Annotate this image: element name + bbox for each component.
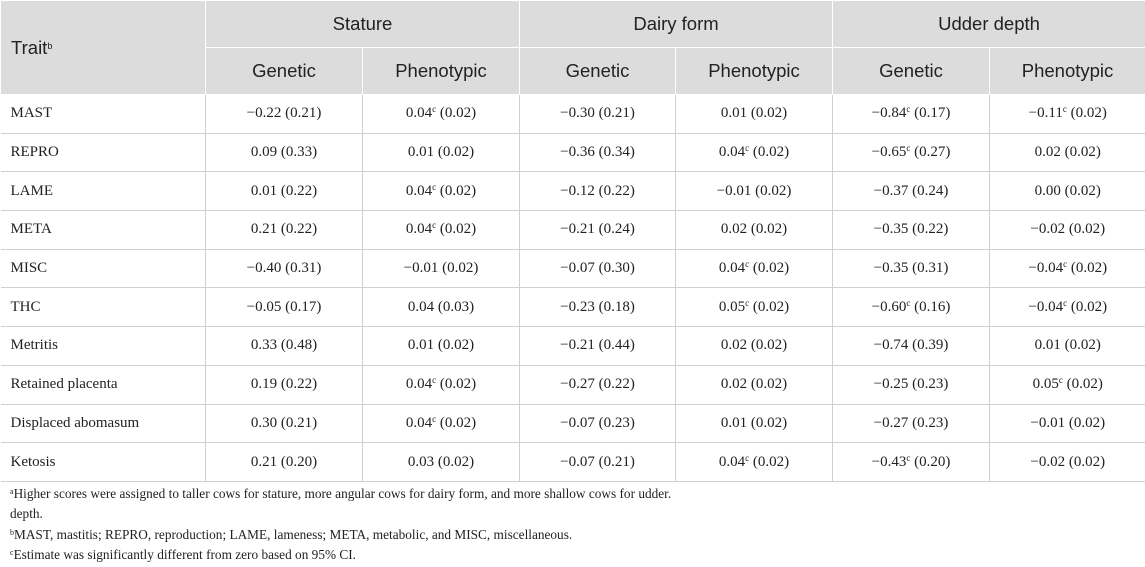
estimate-value: 0.04 bbox=[405, 105, 433, 122]
estimate-cell bbox=[676, 327, 833, 366]
estimate-cell bbox=[363, 327, 520, 366]
standard-error: (0.21) bbox=[285, 105, 322, 122]
dairy-form-genetic-header: Genetic bbox=[520, 48, 676, 95]
dairy-form-group-header: Dairy form bbox=[520, 1, 833, 48]
standard-error: (0.22) bbox=[598, 182, 635, 199]
estimate-value: −0.27 bbox=[873, 414, 909, 431]
trait-header-label: Trait bbox=[11, 36, 48, 58]
significance-mark: c bbox=[745, 452, 750, 463]
estimate-value: −0.74 bbox=[873, 337, 909, 354]
footnote-text: Estimate was significantly different from zero based on 95% CI. bbox=[13, 547, 356, 563]
table-row bbox=[1, 443, 1145, 482]
estimate-cell bbox=[520, 249, 676, 288]
estimate-cell bbox=[833, 404, 990, 443]
trait-cell: REPRO bbox=[1, 133, 206, 172]
estimate-value: −0.25 bbox=[873, 376, 909, 393]
trait-header-footnote-mark: b bbox=[47, 40, 53, 51]
stature-phenotypic-header: Phenotypic bbox=[363, 48, 520, 95]
estimate-cell bbox=[206, 365, 363, 404]
standard-error: (0.39) bbox=[912, 337, 949, 354]
estimate-value: −0.02 bbox=[1030, 221, 1066, 238]
standard-error: (0.02) bbox=[442, 260, 479, 277]
estimate-value: −0.35 bbox=[873, 260, 909, 277]
stature-genetic-header: Genetic bbox=[206, 48, 363, 95]
standard-error: (0.22) bbox=[912, 221, 949, 238]
footnote-mark: b bbox=[10, 527, 14, 537]
estimate-cell bbox=[676, 404, 833, 443]
estimate-value: 0.05 bbox=[718, 298, 746, 315]
standard-error: (0.02) bbox=[1068, 453, 1106, 470]
estimate-value: 0.02 bbox=[720, 376, 748, 393]
estimate-value: 0.04 bbox=[407, 298, 435, 315]
estimate-cell bbox=[520, 133, 676, 172]
standard-error: (0.22) bbox=[280, 221, 318, 238]
estimate-value: −0.43 bbox=[871, 453, 907, 470]
estimate-value: 0.04 bbox=[718, 453, 746, 470]
estimate-cell bbox=[206, 211, 363, 250]
footnote bbox=[10, 504, 1130, 524]
estimate-cell bbox=[363, 365, 520, 404]
standard-error: (0.02) bbox=[752, 298, 790, 315]
significance-mark: c bbox=[1063, 259, 1068, 270]
table-footnotes bbox=[10, 484, 1130, 566]
estimate-cell bbox=[833, 133, 990, 172]
estimate-cell bbox=[520, 443, 676, 482]
estimate-value: −0.02 bbox=[1030, 453, 1066, 470]
estimate-cell bbox=[676, 95, 833, 134]
dairy-form-phenotypic-header: Phenotypic bbox=[676, 48, 833, 95]
estimate-value: −0.22 bbox=[246, 105, 282, 122]
standard-error: (0.02) bbox=[750, 376, 788, 393]
significance-mark: c bbox=[745, 259, 750, 270]
footnote-text: Higher scores were assigned to taller cows for stature, more angular cows for dairy form, and more shallow cows for udder. bbox=[13, 486, 672, 501]
estimate-value: −0.23 bbox=[560, 298, 595, 315]
footnote-mark: c bbox=[10, 548, 14, 558]
estimate-value: −0.21 bbox=[560, 337, 595, 354]
standard-error: (0.02) bbox=[437, 453, 475, 470]
table-row bbox=[1, 288, 1145, 327]
trait-cell: MAST bbox=[1, 95, 206, 134]
estimate-value: −0.12 bbox=[560, 182, 595, 199]
standard-error: (0.02) bbox=[439, 414, 477, 431]
estimate-cell bbox=[676, 172, 833, 211]
standard-error: (0.02) bbox=[1064, 144, 1101, 161]
significance-mark: c bbox=[745, 143, 750, 154]
estimate-value: −0.65 bbox=[871, 144, 907, 161]
estimate-cell bbox=[363, 95, 520, 134]
standard-error: (0.02) bbox=[439, 182, 477, 199]
standard-error: (0.02) bbox=[437, 144, 475, 161]
significance-mark: c bbox=[432, 104, 437, 115]
estimate-value: 0.21 bbox=[250, 221, 278, 238]
standard-error: (0.02) bbox=[750, 337, 788, 354]
standard-error: (0.18) bbox=[598, 298, 635, 315]
estimate-value: 0.01 bbox=[407, 337, 435, 354]
trait-cell: Ketosis bbox=[1, 443, 206, 482]
estimate-cell bbox=[833, 365, 990, 404]
estimate-cell bbox=[990, 327, 1145, 366]
estimate-cell bbox=[676, 249, 833, 288]
standard-error: (0.16) bbox=[914, 298, 951, 315]
estimate-value: −0.30 bbox=[560, 105, 595, 122]
significance-mark: c bbox=[432, 375, 437, 386]
estimate-cell bbox=[363, 443, 520, 482]
estimate-value: −0.35 bbox=[873, 221, 909, 238]
standard-error: (0.02) bbox=[1068, 414, 1106, 431]
estimate-cell bbox=[833, 211, 990, 250]
standard-error: (0.02) bbox=[439, 376, 477, 393]
estimate-cell bbox=[363, 288, 520, 327]
footnote-mark: a bbox=[10, 487, 14, 496]
significance-mark: c bbox=[906, 104, 911, 115]
standard-error: (0.24) bbox=[912, 182, 949, 199]
udder-depth-genetic-header: Genetic bbox=[833, 48, 990, 95]
trait-cell: THC bbox=[1, 288, 206, 327]
standard-error: (0.22) bbox=[280, 376, 318, 393]
standard-error: (0.17) bbox=[285, 298, 322, 315]
standard-error: (0.27) bbox=[914, 144, 951, 161]
estimate-value: 0.30 bbox=[250, 414, 278, 431]
standard-error: (0.33) bbox=[280, 144, 318, 161]
standard-error: (0.02) bbox=[437, 337, 475, 354]
standard-error: (0.02) bbox=[1064, 182, 1101, 199]
standard-error: (0.48) bbox=[280, 337, 318, 354]
footnote-text: depth. bbox=[10, 506, 43, 522]
estimate-cell bbox=[833, 327, 990, 366]
estimate-value: −0.37 bbox=[873, 182, 909, 199]
estimate-value: 0.01 bbox=[1034, 337, 1061, 354]
standard-error: (0.21) bbox=[598, 453, 635, 470]
significance-mark: c bbox=[1058, 375, 1063, 386]
estimate-value: −0.21 bbox=[560, 221, 595, 238]
standard-error: (0.23) bbox=[912, 376, 949, 393]
trait-column-header bbox=[1, 1, 206, 95]
standard-error: (0.02) bbox=[752, 260, 790, 277]
standard-error: (0.02) bbox=[1070, 260, 1108, 277]
table-row bbox=[1, 95, 1145, 134]
estimate-value: 0.02 bbox=[720, 221, 748, 238]
standard-error: (0.02) bbox=[752, 453, 790, 470]
estimate-cell bbox=[833, 288, 990, 327]
table-row bbox=[1, 172, 1145, 211]
table-row bbox=[1, 365, 1145, 404]
standard-error: (0.02) bbox=[1066, 376, 1103, 393]
standard-error: (0.02) bbox=[439, 221, 477, 238]
estimate-value: −0.36 bbox=[560, 144, 595, 161]
estimate-cell bbox=[990, 133, 1145, 172]
standard-error: (0.22) bbox=[280, 182, 318, 199]
standard-error: (0.23) bbox=[598, 414, 635, 431]
estimate-value: 0.05 bbox=[1032, 376, 1059, 393]
standard-error: (0.02) bbox=[750, 221, 788, 238]
significance-mark: c bbox=[906, 452, 911, 463]
stature-group-header: Stature bbox=[206, 1, 520, 48]
trait-cell: MISC bbox=[1, 249, 206, 288]
estimate-cell bbox=[206, 172, 363, 211]
estimate-value: −0.07 bbox=[560, 414, 595, 431]
standard-error: (0.02) bbox=[750, 105, 788, 122]
significance-mark: c bbox=[906, 297, 911, 308]
standard-error: (0.02) bbox=[1068, 221, 1106, 238]
estimate-value: 0.01 bbox=[407, 144, 435, 161]
significance-mark: c bbox=[1062, 104, 1067, 115]
standard-error: (0.31) bbox=[912, 260, 949, 277]
estimate-cell bbox=[206, 95, 363, 134]
standard-error: (0.02) bbox=[755, 182, 792, 199]
standard-error: (0.31) bbox=[285, 260, 322, 277]
significance-mark: c bbox=[432, 181, 437, 192]
estimate-cell bbox=[676, 443, 833, 482]
standard-error: (0.21) bbox=[280, 414, 318, 431]
trait-cell: Displaced abomasum bbox=[1, 404, 206, 443]
table-body bbox=[1, 95, 1145, 482]
udder-depth-group-header: Udder depth bbox=[833, 1, 1145, 48]
trait-cell: Retained placenta bbox=[1, 365, 206, 404]
estimate-cell bbox=[676, 365, 833, 404]
standard-error: (0.03) bbox=[437, 298, 475, 315]
standard-error: (0.02) bbox=[1070, 105, 1107, 122]
footnote bbox=[10, 484, 1130, 504]
standard-error: (0.21) bbox=[598, 105, 635, 122]
standard-error: (0.02) bbox=[752, 144, 790, 161]
estimate-value: −0.60 bbox=[871, 298, 907, 315]
estimate-cell bbox=[206, 404, 363, 443]
trait-cell: LAME bbox=[1, 172, 206, 211]
estimate-value: −0.07 bbox=[560, 453, 595, 470]
estimate-cell bbox=[990, 249, 1145, 288]
estimate-cell bbox=[990, 172, 1145, 211]
estimate-value: 0.04 bbox=[405, 182, 433, 199]
table-row bbox=[1, 404, 1145, 443]
standard-error: (0.22) bbox=[598, 376, 635, 393]
estimate-cell bbox=[520, 288, 676, 327]
estimate-value: 0.04 bbox=[718, 144, 746, 161]
standard-error: (0.02) bbox=[750, 414, 788, 431]
estimate-cell bbox=[990, 95, 1145, 134]
estimate-value: 0.04 bbox=[405, 221, 433, 238]
footnote-text: MAST, mastitis; REPRO, reproduction; LAME, lameness; META, metabolic, and MISC, miscellaneous. bbox=[14, 526, 573, 542]
standard-error: (0.20) bbox=[280, 453, 318, 470]
standard-error: (0.30) bbox=[598, 260, 635, 277]
table-row bbox=[1, 249, 1145, 288]
estimate-cell bbox=[363, 404, 520, 443]
estimate-cell bbox=[990, 365, 1145, 404]
estimate-value: 0.09 bbox=[250, 144, 278, 161]
estimate-value: −0.04 bbox=[1028, 260, 1064, 277]
estimate-cell bbox=[520, 327, 676, 366]
estimate-value: 0.04 bbox=[405, 414, 433, 431]
estimate-value: −0.11 bbox=[1028, 105, 1063, 122]
standard-error: (0.02) bbox=[1064, 337, 1101, 354]
significance-mark: c bbox=[432, 413, 437, 424]
estimate-value: −0.07 bbox=[560, 260, 595, 277]
estimate-cell bbox=[363, 249, 520, 288]
estimate-cell bbox=[206, 288, 363, 327]
estimate-cell bbox=[676, 211, 833, 250]
estimate-value: 0.01 bbox=[250, 182, 278, 199]
standard-error: (0.17) bbox=[914, 105, 951, 122]
estimate-cell bbox=[833, 95, 990, 134]
estimate-cell bbox=[206, 443, 363, 482]
estimate-cell bbox=[206, 327, 363, 366]
estimate-value: −0.84 bbox=[871, 105, 907, 122]
table-row bbox=[1, 327, 1145, 366]
significance-mark: c bbox=[1063, 297, 1068, 308]
estimate-cell bbox=[990, 404, 1145, 443]
significance-mark: c bbox=[745, 297, 750, 308]
trait-cell: Metritis bbox=[1, 327, 206, 366]
estimate-value: −0.01 bbox=[1030, 414, 1066, 431]
estimate-value: −0.01 bbox=[403, 260, 439, 277]
estimate-cell bbox=[833, 249, 990, 288]
estimate-value: 0.00 bbox=[1034, 182, 1061, 199]
estimate-cell bbox=[676, 288, 833, 327]
estimate-cell bbox=[833, 443, 990, 482]
table-row bbox=[1, 211, 1145, 250]
estimate-value: −0.05 bbox=[246, 298, 282, 315]
table-row bbox=[1, 133, 1145, 172]
estimate-value: 0.03 bbox=[407, 453, 435, 470]
standard-error: (0.02) bbox=[439, 105, 477, 122]
estimate-cell bbox=[676, 133, 833, 172]
estimate-value: −0.27 bbox=[560, 376, 595, 393]
estimate-cell bbox=[363, 133, 520, 172]
estimate-cell bbox=[990, 443, 1145, 482]
estimate-value: 0.01 bbox=[720, 105, 748, 122]
estimate-value: 0.04 bbox=[405, 376, 433, 393]
estimate-value: 0.02 bbox=[720, 337, 748, 354]
estimate-cell bbox=[520, 365, 676, 404]
estimate-value: −0.04 bbox=[1028, 298, 1064, 315]
estimate-value: 0.21 bbox=[250, 453, 278, 470]
estimate-value: 0.19 bbox=[250, 376, 278, 393]
estimate-value: 0.02 bbox=[1034, 144, 1061, 161]
estimate-value: 0.04 bbox=[718, 260, 746, 277]
estimate-cell bbox=[833, 172, 990, 211]
standard-error: (0.23) bbox=[912, 414, 949, 431]
estimate-cell bbox=[520, 95, 676, 134]
significance-mark: c bbox=[906, 143, 911, 154]
estimate-value: −0.01 bbox=[716, 182, 752, 199]
estimate-cell bbox=[520, 211, 676, 250]
estimate-value: 0.33 bbox=[250, 337, 278, 354]
estimate-value: −0.40 bbox=[246, 260, 282, 277]
standard-error: (0.02) bbox=[1070, 298, 1108, 315]
footnote bbox=[10, 545, 1130, 565]
estimate-cell bbox=[990, 211, 1145, 250]
estimate-cell bbox=[363, 172, 520, 211]
standard-error: (0.24) bbox=[598, 221, 635, 238]
standard-error: (0.34) bbox=[598, 144, 635, 161]
estimate-cell bbox=[206, 133, 363, 172]
estimate-cell bbox=[206, 249, 363, 288]
udder-depth-phenotypic-header: Phenotypic bbox=[990, 48, 1145, 95]
trait-cell: META bbox=[1, 211, 206, 250]
footnote bbox=[10, 525, 1130, 545]
estimate-cell bbox=[520, 172, 676, 211]
estimate-cell bbox=[990, 288, 1145, 327]
estimate-cell bbox=[520, 404, 676, 443]
significance-mark: c bbox=[432, 220, 437, 231]
estimate-value: 0.01 bbox=[720, 414, 748, 431]
estimate-cell bbox=[363, 211, 520, 250]
standard-error: (0.20) bbox=[914, 453, 951, 470]
table-header bbox=[1, 1, 1145, 95]
standard-error: (0.44) bbox=[598, 337, 635, 354]
